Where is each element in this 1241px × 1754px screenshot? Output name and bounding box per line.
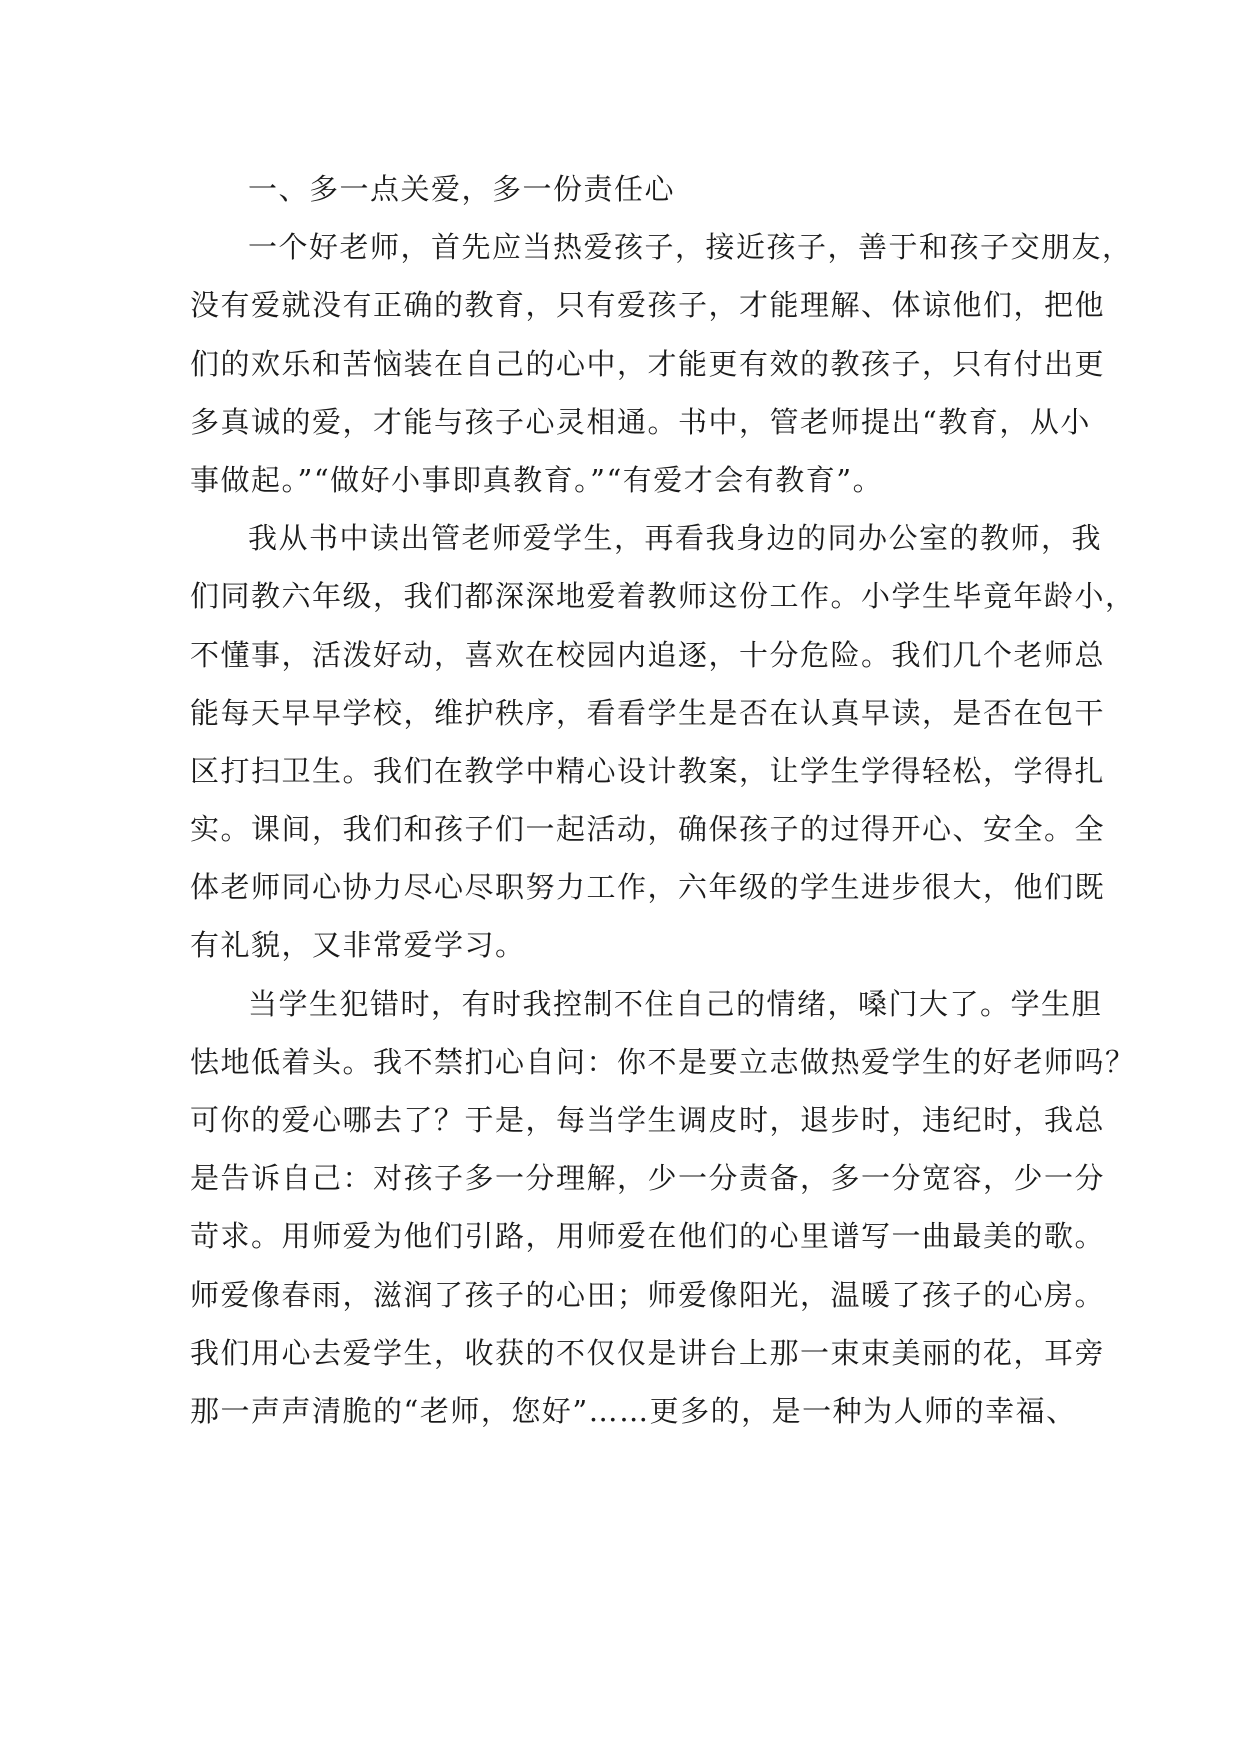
section-heading: 一、多一点关爱，多一份责任心 — [248, 172, 676, 206]
paragraph-line: 苛求。用师爱为他们引路，用师爱在他们的心里谱写一曲最美的歌。 — [190, 1219, 1106, 1254]
paragraph-line: 多真诚的爱，才能与孩子心灵相通。书中，管老师提出“教育，从小 — [190, 404, 1091, 439]
paragraph-1 — [190, 218, 1133, 509]
paragraph-line: 我们用心去爱学生，收获的不仅仅是讲台上那一束束美丽的花，耳旁 — [190, 1335, 1106, 1370]
paragraph-line: 们的欢乐和苦恼装在自己的心中，才能更有效的教孩子，只有付出更 — [190, 346, 1106, 381]
paragraph-2 — [190, 509, 1136, 975]
paragraph-line: 怯地低着头。我不禁扪心自问：你不是要立志做热爱学生的好老师吗？ — [190, 1044, 1136, 1079]
paragraph-line: 是告诉自己：对孩子多一分理解，少一分责备，多一分宽容，少一分 — [190, 1161, 1106, 1196]
paragraph-line: 区打扫卫生。我们在教学中精心设计教案，让学生学得轻松，学得扎 — [190, 753, 1106, 788]
paragraph-line: 师爱像春雨，滋润了孩子的心田；师爱像阳光，温暖了孩子的心房。 — [190, 1277, 1106, 1312]
paragraph-line: 们同教六年级，我们都深深地爱着教师这份工作。小学生毕竟年龄小， — [190, 579, 1136, 614]
paragraph-line: 实。课间，我们和孩子们一起活动，确保孩子的过得开心、安全。全 — [190, 812, 1106, 847]
paragraph-line: 可你的爱心哪去了？于是，每当学生调皮时，退步时，违纪时，我总 — [190, 1103, 1106, 1137]
paragraph-line: 能每天早早学校，维护秩序，看看学生是否在认真早读，是否在包干 — [190, 695, 1106, 730]
document-body — [190, 160, 1136, 1440]
paragraph-line: 没有爱就没有正确的教育，只有爱孩子，才能理解、体谅他们，把他 — [190, 288, 1106, 323]
paragraph-line: 事做起。”“做好小事即真教育。”“有爱才会有教育”。 — [190, 462, 884, 497]
paragraph-3 — [190, 975, 1136, 1441]
paragraph-line: 那一声声清脆的“老师，您好”……更多的，是一种为人师的幸福、 — [190, 1393, 1077, 1428]
paragraph-line: 体老师同心协力尽心尽职努力工作，六年级的学生进步很大，他们既 — [190, 870, 1106, 905]
paragraph-line: 我从书中读出管老师爱学生，再看我身边的同办公室的教师，我 — [248, 521, 1103, 556]
paragraph-line: 当学生犯错时，有时我控制不住自己的情绪，嗓门大了。学生胆 — [248, 986, 1103, 1021]
paragraph-line: 有礼貌，又非常爱学习。 — [190, 928, 526, 963]
paragraph-line: 一个好老师，首先应当热爱孩子，接近孩子，善于和孩子交朋友， — [248, 230, 1133, 265]
paragraph-line: 不懂事，活泼好动，喜欢在校园内追逐，十分危险。我们几个老师总 — [190, 637, 1106, 672]
